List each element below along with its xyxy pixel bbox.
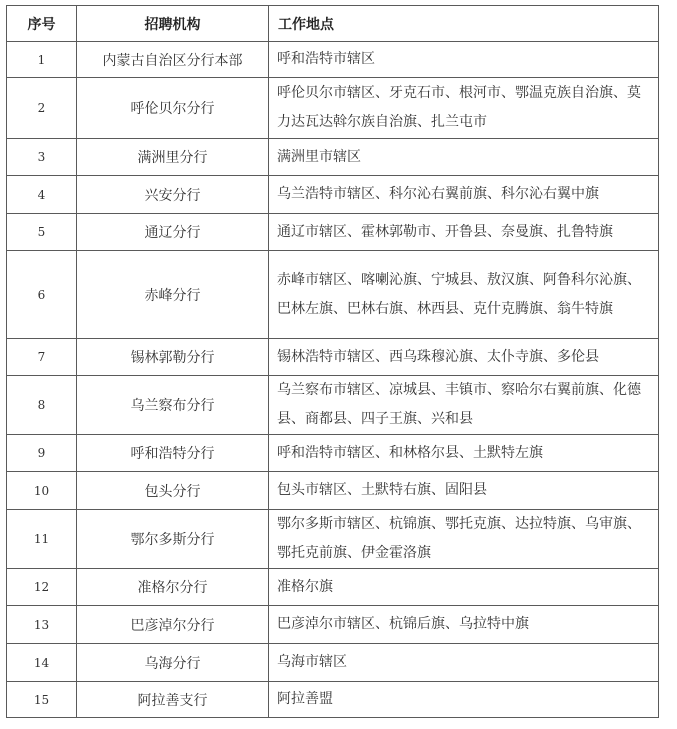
table-row (7, 644, 659, 682)
row-location: 巴彦淖尔市辖区、杭锦后旗、乌拉特中旗 (269, 606, 659, 644)
row-index: 7 (7, 339, 77, 376)
row-index: 14 (7, 644, 77, 682)
table-row (7, 251, 659, 339)
row-index: 6 (7, 251, 77, 339)
row-index: 8 (7, 376, 77, 435)
row-institution: 乌海分行 (77, 644, 269, 682)
row-location: 呼伦贝尔市辖区、牙克石市、根河市、鄂温克族自治旗、莫力达瓦达斡尔族自治旗、扎兰屯市 (269, 78, 659, 139)
table-row (7, 682, 659, 718)
row-index: 12 (7, 569, 77, 606)
row-index: 2 (7, 78, 77, 139)
row-location: 准格尔旗 (269, 569, 659, 606)
table-row (7, 339, 659, 376)
row-institution: 通辽分行 (77, 214, 269, 251)
table-row (7, 435, 659, 472)
row-institution: 准格尔分行 (77, 569, 269, 606)
header-location: 工作地点 (269, 6, 659, 42)
row-location: 呼和浩特市辖区、和林格尔县、土默特左旗 (269, 435, 659, 472)
row-institution: 乌兰察布分行 (77, 376, 269, 435)
row-location: 阿拉善盟 (269, 682, 659, 718)
table-row (7, 472, 659, 510)
row-index: 1 (7, 42, 77, 78)
table-header-row (7, 6, 659, 42)
row-institution: 内蒙古自治区分行本部 (77, 42, 269, 78)
header-institution: 招聘机构 (77, 6, 269, 42)
row-index: 15 (7, 682, 77, 718)
table-row (7, 176, 659, 214)
row-institution: 赤峰分行 (77, 251, 269, 339)
row-location: 呼和浩特市辖区 (269, 42, 659, 78)
table-row (7, 606, 659, 644)
row-institution: 满洲里分行 (77, 139, 269, 176)
row-location: 乌海市辖区 (269, 644, 659, 682)
row-index: 13 (7, 606, 77, 644)
row-index: 4 (7, 176, 77, 214)
row-institution: 阿拉善支行 (77, 682, 269, 718)
table-row (7, 78, 659, 139)
table-row (7, 42, 659, 78)
row-index: 3 (7, 139, 77, 176)
row-index: 5 (7, 214, 77, 251)
table-row (7, 139, 659, 176)
row-location: 鄂尔多斯市辖区、杭锦旗、鄂托克旗、达拉特旗、乌审旗、鄂托克前旗、伊金霍洛旗 (269, 510, 659, 569)
header-index: 序号 (7, 6, 77, 42)
table-row (7, 569, 659, 606)
row-index: 11 (7, 510, 77, 569)
table-row (7, 214, 659, 251)
row-institution: 巴彦淖尔分行 (77, 606, 269, 644)
row-location: 乌兰察布市辖区、凉城县、丰镇市、察哈尔右翼前旗、化德县、商都县、四子王旗、兴和县 (269, 376, 659, 435)
row-location: 锡林浩特市辖区、西乌珠穆沁旗、太仆寺旗、多伦县 (269, 339, 659, 376)
recruitment-table (6, 5, 659, 718)
row-location: 满洲里市辖区 (269, 139, 659, 176)
row-institution: 呼伦贝尔分行 (77, 78, 269, 139)
row-index: 10 (7, 472, 77, 510)
row-institution: 锡林郭勒分行 (77, 339, 269, 376)
row-location: 乌兰浩特市辖区、科尔沁右翼前旗、科尔沁右翼中旗 (269, 176, 659, 214)
row-index: 9 (7, 435, 77, 472)
row-institution: 呼和浩特分行 (77, 435, 269, 472)
row-location: 通辽市辖区、霍林郭勒市、开鲁县、奈曼旗、扎鲁特旗 (269, 214, 659, 251)
row-location: 包头市辖区、土默特右旗、固阳县 (269, 472, 659, 510)
row-institution: 包头分行 (77, 472, 269, 510)
row-institution: 鄂尔多斯分行 (77, 510, 269, 569)
row-location: 赤峰市辖区、喀喇沁旗、宁城县、敖汉旗、阿鲁科尔沁旗、巴林左旗、巴林右旗、林西县、克什克腾旗、翁牛特旗 (269, 251, 659, 339)
table-row (7, 510, 659, 569)
row-institution: 兴安分行 (77, 176, 269, 214)
table-row (7, 376, 659, 435)
